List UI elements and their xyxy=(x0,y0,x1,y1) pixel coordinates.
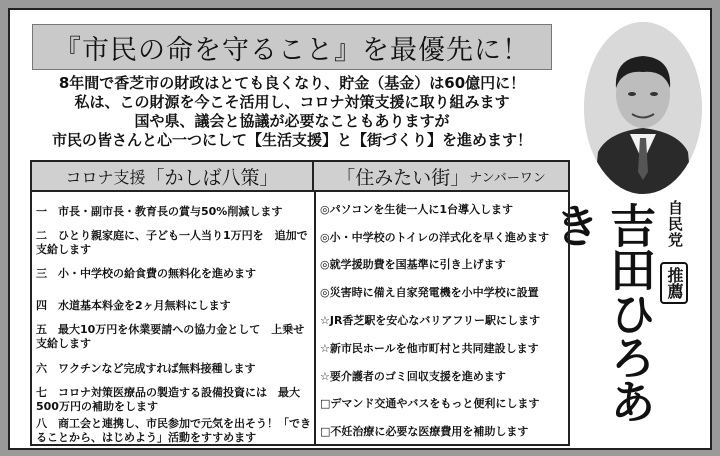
intro-line: 国や県、議会と協議が必要なこともありますが xyxy=(134,112,450,130)
party-label: 自民党 xyxy=(666,200,684,248)
list-item xyxy=(320,252,568,280)
list-item xyxy=(36,196,312,227)
list-item-text: 四 水道基本料金を2ヶ月無料にします xyxy=(36,298,231,312)
policy-table xyxy=(30,160,570,446)
list-item-text: ☆JR香芝駅を安心なバリアフリー駅にします xyxy=(320,314,540,328)
right-header-suffix: ナンバーワン xyxy=(469,170,546,186)
list-item xyxy=(320,196,568,224)
candidate-portrait-image xyxy=(584,22,702,194)
list-item-text: ☆新市民ホールを他市町村と共同建設します xyxy=(320,341,539,355)
covid-support-list xyxy=(36,196,312,447)
list-item xyxy=(36,416,312,447)
list-item xyxy=(36,322,312,353)
list-item xyxy=(36,290,312,321)
list-item-text: ◎災害時に備え自家発電機を小中学校に設置 xyxy=(320,286,539,300)
candidate-name: 吉田ひろあき xyxy=(547,202,657,422)
candidate-photo xyxy=(584,22,702,194)
headline-banner xyxy=(32,24,552,70)
list-item-text: ◎就学援助費を国基準に引き上げます xyxy=(320,258,506,272)
list-item xyxy=(320,279,568,307)
election-flyer xyxy=(8,8,712,450)
list-item-text: 七 コロナ対策医療品の製造する設備投資には 最大500万円の補助をします xyxy=(36,386,300,414)
headline-text: 『市民の命を守ること』を最優先に！ xyxy=(54,34,530,66)
intro-line: 市民の皆さんと心一つにして【生活支援】と【街づくり】を進めます！ xyxy=(51,131,532,149)
list-item xyxy=(36,384,312,415)
list-item xyxy=(320,363,568,391)
list-item xyxy=(36,353,312,384)
recommend-badge: 推薦 xyxy=(660,262,688,304)
list-item xyxy=(320,307,568,335)
list-item xyxy=(320,391,568,419)
column-divider xyxy=(314,192,316,444)
list-item-text: ◎小・中学校のトイレの洋式化を早く進めます xyxy=(320,230,550,244)
city-policy-list xyxy=(320,196,568,446)
intro-line: 私は、この財源を今こそ活用し、コロナ対策支援に取り組みます xyxy=(74,93,510,111)
list-item-text: ◎パソコンを生徒一人に1台導入します xyxy=(320,202,514,216)
list-item-text: 六 ワクチンなど完成すれば無料接種します xyxy=(36,361,256,375)
list-item-text: 八 商工会と連携し、市民参加で元気を出そう！「できることから、はじめよう」活動をすすめます xyxy=(36,417,311,445)
right-column-header xyxy=(314,162,568,192)
list-item xyxy=(320,418,568,446)
list-item xyxy=(320,224,568,252)
left-header-prefix: コロナ支援 xyxy=(65,167,146,187)
list-item-text: 二 ひとり親家庭に、子ども一人当り1万円を 追加で支給します xyxy=(36,229,308,257)
list-item xyxy=(36,259,312,290)
intro-text xyxy=(32,74,552,150)
list-item-text: 三 小・中学校の給食費の無料化を進めます xyxy=(36,267,256,281)
list-item xyxy=(36,227,312,258)
intro-line: 8年間で香芝市の財政はとても良くなり、貯金（基金）は60億円に！ xyxy=(58,74,526,92)
list-item-text: 五 最大10万円を休業要請への協力金として 上乗せ支給します xyxy=(36,323,305,351)
left-column-header xyxy=(32,162,314,192)
list-item xyxy=(320,335,568,363)
left-header-main: 「かしば八策」 xyxy=(145,166,279,189)
list-item-text: □不妊治療に必要な医療費用を補助します xyxy=(320,425,529,439)
right-header-main: 「住みたい街」 xyxy=(336,166,470,189)
list-item-text: □デマンド交通やバスをもっと便利にします xyxy=(320,397,540,411)
list-item-text: ☆要介護者のゴミ回収支援を進めます xyxy=(320,369,506,383)
list-item-text: 一 市長・副市長・教育長の賞与50%削減します xyxy=(36,204,283,218)
